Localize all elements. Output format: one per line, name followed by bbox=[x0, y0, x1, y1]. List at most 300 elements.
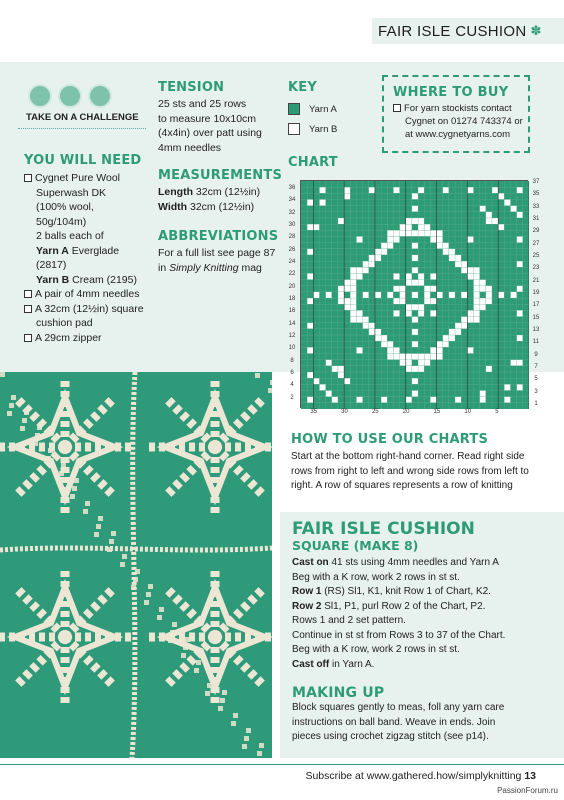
chart-cell bbox=[307, 391, 313, 397]
chart-cell bbox=[511, 403, 517, 409]
chart-cell bbox=[474, 335, 480, 341]
chart-cell bbox=[437, 255, 443, 261]
chart-cell bbox=[375, 199, 381, 205]
chart-cell bbox=[332, 187, 338, 193]
chart-cell bbox=[467, 304, 473, 310]
chart-cell bbox=[363, 218, 369, 224]
chart-cell bbox=[511, 366, 517, 372]
chart-cell bbox=[511, 397, 517, 403]
chart-cell bbox=[424, 230, 430, 236]
chart-cell bbox=[449, 384, 455, 390]
chart-cell bbox=[437, 298, 443, 304]
chart-cell bbox=[517, 212, 523, 218]
subscribe-link[interactable]: Subscribe at www.gathered.how/simplyknitting bbox=[305, 770, 522, 782]
chart-cell bbox=[511, 384, 517, 390]
chart-cell bbox=[492, 218, 498, 224]
knit-dot bbox=[24, 410, 29, 415]
chart-cell bbox=[424, 310, 430, 316]
key-b-label: Yarn B bbox=[309, 123, 338, 135]
chart-cell bbox=[356, 212, 362, 218]
chart-cell bbox=[307, 360, 313, 366]
chart-cell bbox=[480, 199, 486, 205]
measurements-heading: MEASUREMENTS bbox=[158, 168, 283, 183]
chart-cell bbox=[498, 347, 504, 353]
chart-cell bbox=[418, 181, 424, 187]
column-number: 25 bbox=[371, 409, 379, 415]
chart-cell bbox=[511, 317, 517, 323]
chart-cell bbox=[400, 286, 406, 292]
chart-cell bbox=[412, 329, 418, 335]
chart-cell bbox=[406, 323, 412, 329]
chart-cell bbox=[344, 199, 350, 205]
chart-cell bbox=[430, 267, 436, 273]
chart-cell bbox=[406, 384, 412, 390]
chart-cell bbox=[455, 199, 461, 205]
chart-cell bbox=[424, 341, 430, 347]
how-line: Start at the bottom right-hand corner. Read right side bbox=[291, 451, 525, 462]
chart-cell bbox=[418, 187, 424, 193]
chart-cell bbox=[375, 323, 381, 329]
chart-cell bbox=[449, 236, 455, 242]
chart-cell bbox=[363, 372, 369, 378]
chart-cell bbox=[455, 187, 461, 193]
row-number: 29 bbox=[532, 228, 540, 235]
chart-cell bbox=[406, 366, 412, 372]
chart-cell bbox=[307, 329, 313, 335]
chart-cell bbox=[498, 212, 504, 218]
chart-cell bbox=[486, 347, 492, 353]
chart-cell bbox=[301, 403, 307, 409]
chart-cell bbox=[467, 391, 473, 397]
chart-cell bbox=[511, 212, 517, 218]
chart-cell bbox=[461, 243, 467, 249]
chart-cell bbox=[393, 224, 399, 230]
chart-cell bbox=[326, 292, 332, 298]
chart-cell bbox=[430, 329, 436, 335]
chart-cell bbox=[326, 199, 332, 205]
chart-cell bbox=[400, 273, 406, 279]
knit-dot bbox=[94, 532, 99, 537]
knitted-cushion-image bbox=[0, 372, 272, 758]
chart-cell bbox=[332, 347, 338, 353]
chart-cell bbox=[443, 360, 449, 366]
chart-cell bbox=[480, 267, 486, 273]
chart-cell bbox=[424, 218, 430, 224]
chart-cell bbox=[492, 193, 498, 199]
chart-cell bbox=[437, 372, 443, 378]
chart-cell bbox=[393, 230, 399, 236]
chart-cell bbox=[480, 224, 486, 230]
chart-cell bbox=[338, 187, 344, 193]
chart-cell bbox=[430, 378, 436, 384]
row-number: 27 bbox=[532, 240, 540, 247]
chart-cell bbox=[326, 317, 332, 323]
chart-cell bbox=[492, 230, 498, 236]
chart-cell bbox=[517, 304, 523, 310]
chart-cell bbox=[418, 273, 424, 279]
chart-cell bbox=[461, 280, 467, 286]
chart-cell bbox=[301, 366, 307, 372]
chart-cell bbox=[455, 378, 461, 384]
chart-cell bbox=[418, 212, 424, 218]
chart-cell bbox=[363, 187, 369, 193]
chart-cell bbox=[326, 354, 332, 360]
chart-cell bbox=[387, 236, 393, 242]
chart-cell bbox=[400, 255, 406, 261]
chart-cell bbox=[350, 286, 356, 292]
chart-cell bbox=[511, 335, 517, 341]
chart-cell bbox=[387, 391, 393, 397]
chart-cell bbox=[455, 255, 461, 261]
chart-cell bbox=[319, 403, 325, 409]
chart-cell bbox=[301, 267, 307, 273]
chart-cell bbox=[326, 224, 332, 230]
chart-cell bbox=[449, 280, 455, 286]
chart-cell bbox=[523, 403, 529, 409]
chart-cell bbox=[319, 243, 325, 249]
chart-cell bbox=[480, 280, 486, 286]
chart-cell bbox=[400, 384, 406, 390]
chart-cell bbox=[455, 341, 461, 347]
chart-cell bbox=[474, 280, 480, 286]
buy-line: at www.cygnetyarns.com bbox=[405, 129, 511, 140]
tension-line: 4mm needles bbox=[158, 141, 222, 154]
chart-cell bbox=[504, 384, 510, 390]
chart-cell bbox=[437, 181, 443, 187]
yarn-ball-icon bbox=[58, 84, 82, 108]
chart-cell bbox=[406, 298, 412, 304]
chart-cell bbox=[486, 273, 492, 279]
chart-cell bbox=[449, 366, 455, 372]
chart-cell bbox=[338, 384, 344, 390]
chart-cell bbox=[319, 187, 325, 193]
chart-cell bbox=[350, 187, 356, 193]
chart-cell bbox=[511, 372, 517, 378]
chart-cell bbox=[430, 298, 436, 304]
need-line: Cygnet Pure Wool bbox=[35, 172, 121, 184]
how-line: rows from right to left and wrong side rows from left to bbox=[291, 465, 529, 477]
chart-cell bbox=[443, 230, 449, 236]
chart-cell bbox=[387, 366, 393, 372]
chart-cell bbox=[313, 391, 319, 397]
chart-cell bbox=[449, 243, 455, 249]
chart-cell bbox=[313, 354, 319, 360]
chart-cell bbox=[418, 372, 424, 378]
chart-cell bbox=[437, 329, 443, 335]
chart-cell bbox=[412, 391, 418, 397]
chart-cell bbox=[406, 341, 412, 347]
chart-cell bbox=[313, 187, 319, 193]
chart-cell bbox=[381, 187, 387, 193]
chart-cell bbox=[381, 341, 387, 347]
chart-cell bbox=[344, 261, 350, 267]
section-title: FAIR ISLE CUSHION bbox=[378, 22, 527, 40]
chart-cell bbox=[406, 329, 412, 335]
chart-cell bbox=[301, 354, 307, 360]
chart-cell bbox=[437, 347, 443, 353]
knit-dot bbox=[72, 486, 77, 491]
making-up-section bbox=[292, 685, 554, 745]
chart-cell bbox=[332, 249, 338, 255]
knit-dot bbox=[0, 372, 5, 377]
chart-cell bbox=[480, 384, 486, 390]
chart-cell bbox=[301, 236, 307, 242]
need-line: cushion pad bbox=[36, 317, 93, 329]
chart-cell bbox=[492, 199, 498, 205]
chart-cell bbox=[455, 366, 461, 372]
chart-cell bbox=[498, 199, 504, 205]
chart-cell bbox=[504, 391, 510, 397]
chart-cell bbox=[369, 354, 375, 360]
row-number: 24 bbox=[288, 259, 296, 266]
chart-cell bbox=[375, 187, 381, 193]
chart-cell bbox=[498, 218, 504, 224]
chart-cell bbox=[474, 310, 480, 316]
chart-cell bbox=[424, 267, 430, 273]
chart-cell bbox=[369, 292, 375, 298]
chart-cell bbox=[319, 273, 325, 279]
chart-cell bbox=[412, 212, 418, 218]
chart-cell bbox=[326, 298, 332, 304]
chart-cell bbox=[455, 298, 461, 304]
chart-cell bbox=[400, 310, 406, 316]
chart-cell bbox=[486, 261, 492, 267]
chart-cell bbox=[313, 193, 319, 199]
chart-cell bbox=[387, 317, 393, 323]
chart-cell bbox=[319, 323, 325, 329]
chart-cell bbox=[480, 366, 486, 372]
chart-cell bbox=[350, 354, 356, 360]
chart-cell bbox=[467, 317, 473, 323]
chart-cell bbox=[424, 384, 430, 390]
chart-cell bbox=[393, 354, 399, 360]
chart-cell bbox=[492, 329, 498, 335]
chart-cell bbox=[492, 384, 498, 390]
chart-cell bbox=[437, 304, 443, 310]
chart-cell bbox=[393, 236, 399, 242]
row-number: 23 bbox=[532, 265, 540, 272]
chart-cell bbox=[474, 391, 480, 397]
chart-cell bbox=[486, 243, 492, 249]
chart-cell bbox=[492, 354, 498, 360]
chart-cell bbox=[301, 304, 307, 310]
chart-cell bbox=[344, 206, 350, 212]
knit-dot bbox=[170, 630, 175, 635]
chart-cell bbox=[467, 206, 473, 212]
chart-cell bbox=[461, 304, 467, 310]
chart-cell bbox=[356, 298, 362, 304]
chart-cell bbox=[461, 329, 467, 335]
chart-cell bbox=[387, 193, 393, 199]
chart-cell bbox=[369, 323, 375, 329]
yarn-ball-icon bbox=[28, 84, 52, 108]
chart-cell bbox=[504, 224, 510, 230]
chart-cell bbox=[363, 366, 369, 372]
chart-cell bbox=[498, 267, 504, 273]
chart-cell bbox=[412, 236, 418, 242]
chart-cell bbox=[418, 360, 424, 366]
chart-cell bbox=[301, 378, 307, 384]
chart-cell bbox=[369, 280, 375, 286]
chart-cell bbox=[307, 255, 313, 261]
page-number: 13 bbox=[524, 770, 536, 782]
chart-cell bbox=[332, 391, 338, 397]
chart-cell bbox=[363, 310, 369, 316]
chart-cell bbox=[523, 298, 529, 304]
chart-cell bbox=[356, 317, 362, 323]
chart-cell bbox=[430, 212, 436, 218]
chart-cell bbox=[511, 218, 517, 224]
chart-cell bbox=[455, 273, 461, 279]
chart-cell bbox=[350, 304, 356, 310]
knit-dot bbox=[20, 426, 25, 431]
chart-cell bbox=[326, 366, 332, 372]
chart-cell bbox=[338, 261, 344, 267]
knit-dot bbox=[172, 622, 177, 627]
chart-cell bbox=[424, 212, 430, 218]
chart-cell bbox=[504, 230, 510, 236]
chart-cell bbox=[461, 249, 467, 255]
chart-cell bbox=[486, 249, 492, 255]
chart-cell bbox=[455, 310, 461, 316]
chart-cell bbox=[344, 255, 350, 261]
chart-cell bbox=[387, 267, 393, 273]
chart-cell bbox=[418, 317, 424, 323]
chart-cell bbox=[455, 397, 461, 403]
chart-cell bbox=[307, 212, 313, 218]
chart-cell bbox=[344, 317, 350, 323]
chart-cell bbox=[443, 243, 449, 249]
chart-cell bbox=[356, 280, 362, 286]
chart-cell bbox=[467, 267, 473, 273]
chart-cell bbox=[332, 280, 338, 286]
pattern-subtitle: SQUARE (MAKE 8) bbox=[292, 538, 419, 553]
chart-cell bbox=[375, 193, 381, 199]
chart-cell bbox=[523, 341, 529, 347]
need-line: A pair of 4mm needles bbox=[35, 288, 140, 300]
chart-cell bbox=[301, 261, 307, 267]
chart-cell bbox=[517, 347, 523, 353]
chart-cell bbox=[301, 298, 307, 304]
row-number: 22 bbox=[288, 271, 296, 278]
chart-cell bbox=[474, 323, 480, 329]
chart-cell bbox=[437, 212, 443, 218]
chart-cell bbox=[480, 255, 486, 261]
knit-dot bbox=[33, 441, 38, 446]
chart-cell bbox=[517, 323, 523, 329]
chart-cell bbox=[517, 255, 523, 261]
chart-cell bbox=[449, 218, 455, 224]
chart-cell bbox=[387, 354, 393, 360]
chart-cell bbox=[424, 261, 430, 267]
chart-cell bbox=[313, 249, 319, 255]
yarn-b-line bbox=[24, 273, 154, 288]
row-number: 16 bbox=[288, 308, 296, 315]
seam-horizontal bbox=[0, 548, 272, 550]
chart-cell bbox=[393, 181, 399, 187]
chart-cell bbox=[412, 273, 418, 279]
chart-cell bbox=[356, 391, 362, 397]
chart-cell bbox=[424, 187, 430, 193]
chart-cell bbox=[467, 323, 473, 329]
tension-line: (4x4in) over patt using bbox=[158, 127, 262, 139]
chart-cell bbox=[350, 267, 356, 273]
chart-cell bbox=[363, 224, 369, 230]
chart-cell bbox=[449, 378, 455, 384]
chart-cell bbox=[511, 304, 517, 310]
chart-cell bbox=[437, 193, 443, 199]
chart-cell bbox=[430, 366, 436, 372]
chart-cell bbox=[523, 181, 529, 187]
chart-cell bbox=[511, 292, 517, 298]
chart-cell bbox=[344, 212, 350, 218]
chart-cell bbox=[467, 230, 473, 236]
chart-cell bbox=[301, 335, 307, 341]
chart-cell bbox=[443, 255, 449, 261]
row-number: 33 bbox=[532, 203, 540, 210]
chart-cell bbox=[326, 378, 332, 384]
chart-cell bbox=[363, 347, 369, 353]
row-number: 25 bbox=[532, 252, 540, 259]
chart-cell bbox=[381, 378, 387, 384]
need-heading: YOU WILL NEED bbox=[24, 153, 142, 168]
chart-cell bbox=[437, 366, 443, 372]
chart-cell bbox=[504, 267, 510, 273]
chart-cell bbox=[350, 341, 356, 347]
chart-cell bbox=[369, 261, 375, 267]
chart-cell bbox=[424, 304, 430, 310]
chart-cell bbox=[387, 224, 393, 230]
knit-dot bbox=[148, 584, 153, 589]
chart-cell bbox=[517, 372, 523, 378]
chart-cell bbox=[498, 335, 504, 341]
pattern-line bbox=[292, 658, 556, 673]
chart-cell bbox=[344, 286, 350, 292]
chart-cell bbox=[406, 261, 412, 267]
pattern-line bbox=[292, 556, 556, 571]
chart-cell bbox=[486, 391, 492, 397]
chart-cell bbox=[301, 199, 307, 205]
chart-cell bbox=[412, 298, 418, 304]
chart-cell bbox=[313, 224, 319, 230]
length-value: 32cm (12½in) bbox=[193, 186, 261, 198]
chart-cell bbox=[449, 224, 455, 230]
chart-cell bbox=[498, 323, 504, 329]
chart-cell bbox=[307, 347, 313, 353]
chart-cell bbox=[400, 261, 406, 267]
chart-cell bbox=[504, 304, 510, 310]
chart-cell bbox=[387, 206, 393, 212]
chart-cell bbox=[517, 391, 523, 397]
chart-cell bbox=[319, 366, 325, 372]
chart-cell bbox=[338, 391, 344, 397]
chart-cell bbox=[455, 236, 461, 242]
chart-cell bbox=[363, 255, 369, 261]
chart-cell bbox=[437, 206, 443, 212]
width-value: 32cm (12½in) bbox=[187, 200, 255, 213]
chart-cell bbox=[375, 292, 381, 298]
chart-cell bbox=[504, 335, 510, 341]
chart-cell bbox=[486, 206, 492, 212]
chart-cell bbox=[307, 354, 313, 360]
chart-cell bbox=[369, 206, 375, 212]
chart-cell bbox=[375, 206, 381, 212]
chart-cell bbox=[498, 261, 504, 267]
cast-on-text: 41 sts using 4mm needles and Yarn A bbox=[328, 557, 499, 568]
chart-cell bbox=[492, 206, 498, 212]
chart-cell bbox=[418, 335, 424, 341]
chart-cell bbox=[467, 199, 473, 205]
